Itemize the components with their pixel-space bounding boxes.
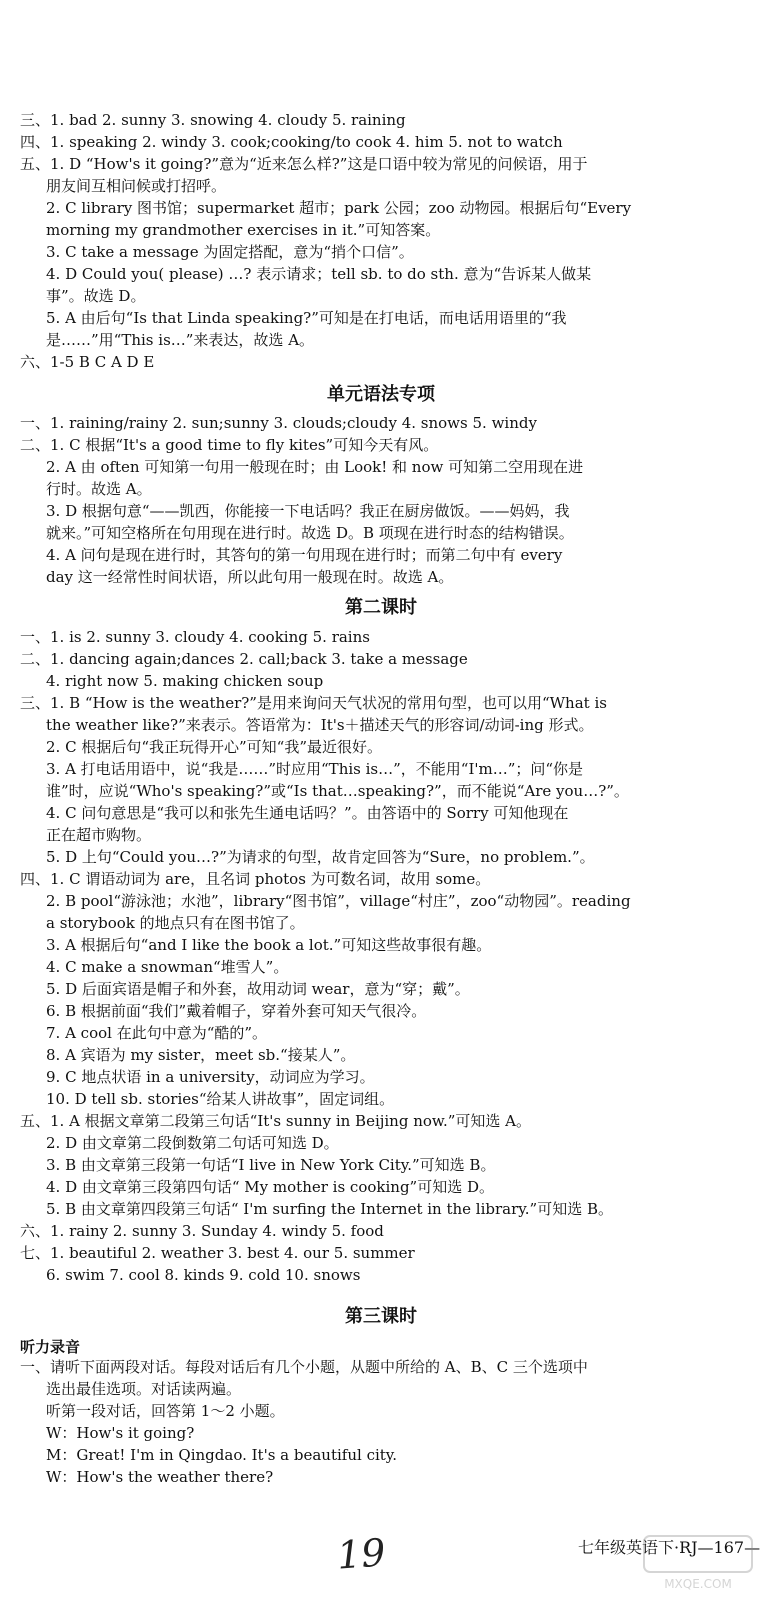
answer-line: 事”。故选 D。 bbox=[46, 287, 146, 305]
answer-line: day 这一经常性时间状语，所以此句用一般现在时。故选 A。 bbox=[46, 568, 454, 586]
answer-line: 就来。”可知空格所在句用现在进行时。故选 D。B 项现在进行时态的结构错误。 bbox=[46, 524, 574, 542]
handwritten-page-number: 19 bbox=[335, 1530, 387, 1578]
answer-line: 2. C library 图书馆；supermarket 超市；park 公园；zoo 动物园。根据后句“Every bbox=[46, 199, 632, 217]
answer-line: 6. swim 7. cool 8. kinds 9. cold 10. snows bbox=[46, 1266, 361, 1284]
answer-line: 四、1. C 谓语动词为 are，且名词 photos 为可数名词，故用 some。 bbox=[20, 870, 491, 888]
answer-line: 一、1. is 2. sunny 3. cloudy 4. cooking 5. rains bbox=[20, 628, 370, 646]
answer-line: 行时。故选 A。 bbox=[46, 480, 152, 498]
answer-line: M：Great! I'm in Qingdao. It's a beautiful city. bbox=[46, 1446, 398, 1464]
answer-line: 9. C 地点状语 in a university，动词应为学习。 bbox=[46, 1068, 375, 1086]
watermark-logo bbox=[640, 1532, 756, 1594]
answer-line: 二、1. C 根据“It's a good time to fly kites”可知今天有风。 bbox=[20, 436, 439, 454]
answer-line: 3. A 打电话用语中，说“我是……”时应用“This is…”，不能用“I'm…”；问“你是 bbox=[46, 760, 584, 778]
answer-line: 五、1. A 根据文章第二段第三句话“It's sunny in Beijing now.”可知选 A。 bbox=[20, 1112, 532, 1130]
answer-line: 2. D 由文章第二段倒数第二句话可知选 D。 bbox=[46, 1134, 339, 1152]
answer-line: 4. A 问句是现在进行时，其答句的第一句用现在进行时；而第二句中有 every bbox=[46, 546, 563, 564]
answer-line: 2. B pool“游泳池；水池”，library“图书馆”，village“村庄”，zoo“动物园”。reading bbox=[46, 892, 631, 910]
listening-header: 听力录音 bbox=[20, 1338, 81, 1356]
answer-line: 6. B 根据前面“我们”戴着帽子，穿着外套可知天气很冷。 bbox=[46, 1002, 427, 1020]
section-title-grammar: 单元语法专项 bbox=[327, 384, 435, 405]
answer-line: 谁”时，应说“Who's speaking?”或“Is that…speaking?”，而不能说“Are you…?”。 bbox=[46, 782, 629, 800]
answer-line: 4. C 问句意思是“我可以和张先生通电话吗？”。由答语中的 Sorry 可知他现在 bbox=[46, 804, 569, 822]
answer-line: 一、1. raining/rainy 2. sun;sunny 3. clouds;cloudy 4. snows 5. windy bbox=[20, 414, 537, 432]
answer-line: 3. A 根据后句“and I like the book a lot.”可知这些故事很有趣。 bbox=[46, 936, 492, 954]
answer-line: 2. A 由 often 可知第一句用一般现在时；由 Look! 和 now 可知第二空用现在进 bbox=[46, 458, 584, 476]
answer-line: 六、1. rainy 2. sunny 3. Sunday 4. windy 5. food bbox=[20, 1222, 384, 1240]
answer-line: 六、1-5 B C A D E bbox=[20, 353, 155, 371]
page-footer: 七年级英语下·RJ—167— bbox=[578, 1538, 761, 1557]
answer-line: 选出最佳选项。对话读两遍。 bbox=[46, 1380, 242, 1398]
answer-line: 4. D Could you( please) …? 表示请求；tell sb. to do sth. 意为“告诉某人做某 bbox=[46, 265, 592, 283]
answer-line: 7. A cool 在此句中意为“酷的”。 bbox=[46, 1024, 268, 1042]
answer-line: 3. C take a message 为固定搭配，意为“捎个口信”。 bbox=[46, 243, 414, 261]
answer-line: 一、请听下面两段对话。每段对话后有几个小题，从题中所给的 A、B、C 三个选项中 bbox=[20, 1358, 588, 1376]
answer-line: a storybook 的地点只有在图书馆了。 bbox=[46, 914, 305, 932]
answer-line: 二、1. dancing again;dances 2. call;back 3. take a message bbox=[20, 650, 468, 668]
answer-line: 是……”用“This is…”来表达，故选 A。 bbox=[46, 331, 315, 349]
answer-line: W：How's the weather there? bbox=[46, 1468, 274, 1486]
watermark-text: MXQE.COM bbox=[664, 1577, 732, 1591]
answer-line: 5. A 由后句“Is that Linda speaking?”可知是在打电话，而电话用语里的“我 bbox=[46, 309, 567, 327]
section-title-lesson-3: 第三课时 bbox=[345, 1306, 417, 1327]
answer-line: 10. D tell sb. stories“给某人讲故事”，固定词组。 bbox=[46, 1090, 395, 1108]
answer-line: 4. D 由文章第三段第四句话“ My mother is cooking”可知选 D。 bbox=[46, 1178, 495, 1196]
answer-line: 4. right now 5. making chicken soup bbox=[46, 672, 324, 690]
answer-line: the weather like?”来表示。答语常为：It's＋描述天气的形容词/动词-ing 形式。 bbox=[46, 716, 594, 734]
answer-line: 4. C make a snowman“堆雪人”。 bbox=[46, 958, 289, 976]
answer-line: 七、1. beautiful 2. weather 3. best 4. our 5. summer bbox=[20, 1244, 415, 1262]
answer-line: 5. B 由文章第四段第三句话“ I'm surfing the Internet in the library.”可知选 B。 bbox=[46, 1200, 613, 1218]
answer-line: 8. A 宾语为 my sister，meet sb.“接某人”。 bbox=[46, 1046, 356, 1064]
answer-line: 3. B 由文章第三段第一句话“I live in New York City.”可知选 B。 bbox=[46, 1156, 496, 1174]
answer-line: W：How's it going? bbox=[46, 1424, 195, 1442]
section-title-lesson-2: 第二课时 bbox=[345, 597, 417, 618]
answer-line: 三、1. B “How is the weather?”是用来询问天气状况的常用句型，也可以用“What is bbox=[20, 694, 607, 712]
answer-line: 听第一段对话，回答第 1～2 小题。 bbox=[46, 1402, 285, 1420]
answer-line: 5. D 后面宾语是帽子和外套，故用动词 wear，意为“穿；戴”。 bbox=[46, 980, 470, 998]
answer-line: 5. D 上句“Could you…?”为请求的句型，故肯定回答为“Sure，no problem.”。 bbox=[46, 848, 595, 866]
answer-line: 四、1. speaking 2. windy 3. cook;cooking/to cook 4. him 5. not to watch bbox=[20, 133, 563, 151]
answer-line: 3. D 根据句意“——凯西，你能接一下电话吗？我正在厨房做饭。——妈妈，我 bbox=[46, 502, 570, 520]
answer-line: 朋友间互相问候或打招呼。 bbox=[46, 177, 227, 195]
answer-line: 五、1. D “How's it going?”意为“近来怎么样?”这是口语中较为常见的问候语，用于 bbox=[20, 155, 588, 173]
answer-line: 正在超市购物。 bbox=[46, 826, 152, 844]
answer-line: 2. C 根据后句“我正玩得开心”可知“我”最近很好。 bbox=[46, 738, 383, 756]
answer-line: morning my grandmother exercises in it.”可知答案。 bbox=[46, 221, 441, 239]
answer-line: 三、1. bad 2. sunny 3. snowing 4. cloudy 5. raining bbox=[20, 111, 406, 129]
